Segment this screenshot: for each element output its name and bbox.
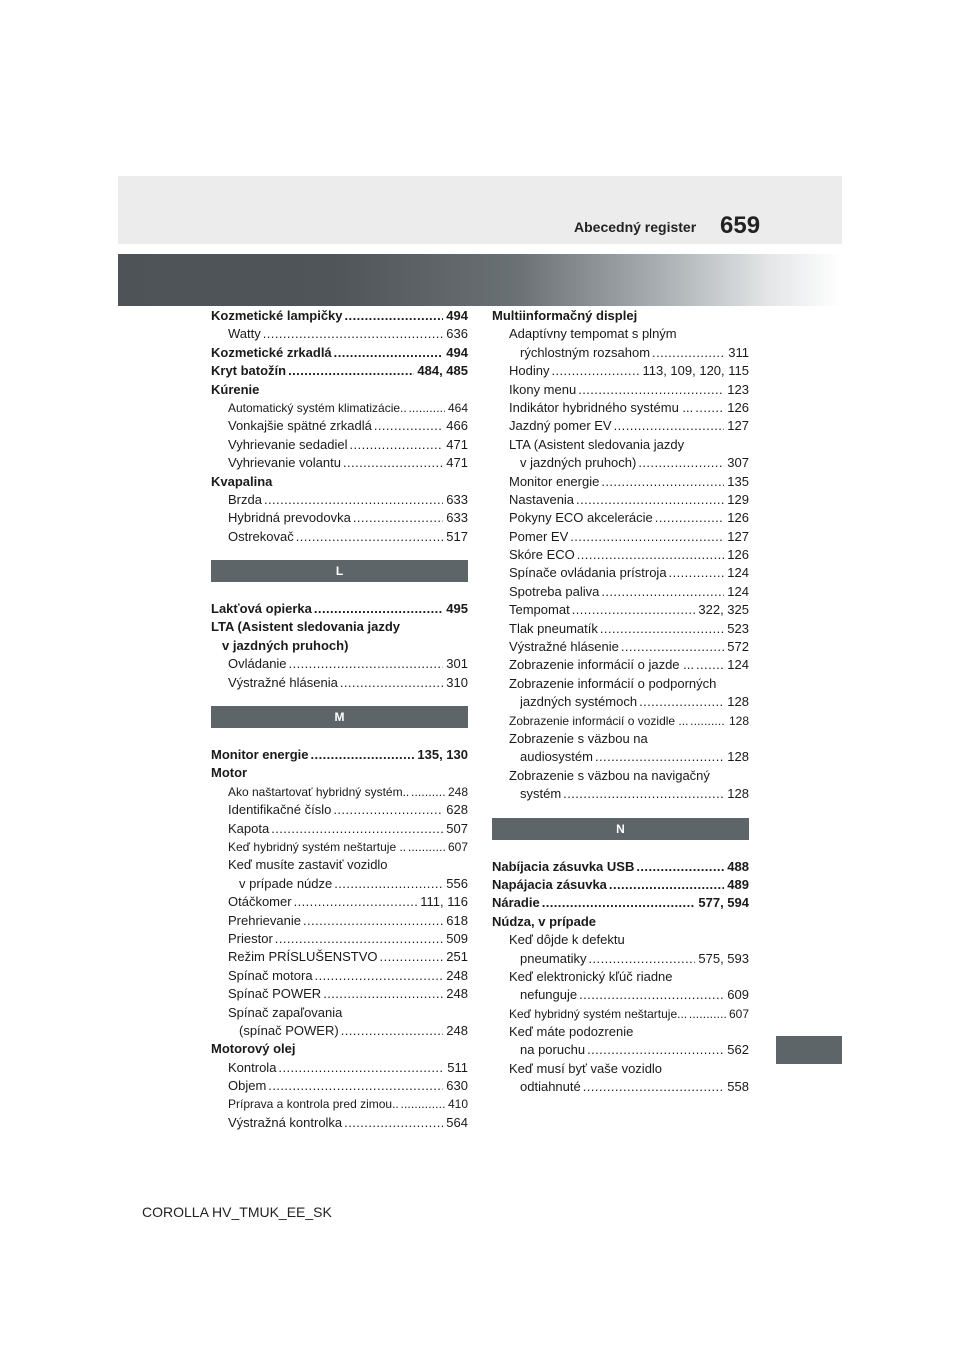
index-entry [211, 307, 468, 325]
index-entry [492, 858, 749, 876]
index-subentry [492, 931, 749, 949]
entry-label: Výstražné hlásenia . . . [228, 674, 468, 692]
index-subentry [492, 693, 749, 711]
entry-page-ref: 607 [445, 838, 468, 856]
entry-label: Spínače ovládania prístroja . . . [509, 564, 749, 582]
entry-page-ref: 126 [724, 509, 749, 527]
index-subentry [211, 856, 468, 874]
index-subentry [211, 1077, 468, 1095]
index-subentry [492, 417, 749, 435]
index-subentry [492, 381, 749, 399]
index-subentry [492, 399, 749, 417]
entry-page-ref: 523 [724, 620, 749, 638]
entry-label: Napájacia zásuvka . . . [492, 876, 749, 894]
entry-label: Kontrola . . . [228, 1059, 468, 1077]
index-subentry [492, 344, 749, 362]
index-subentry [211, 528, 468, 546]
entry-label: Hybridná prevodovka . . . [228, 509, 468, 527]
index-subentry [492, 675, 749, 693]
entry-label: Kúrenie [211, 381, 260, 397]
entry-label: Príprava a kontrola pred zimou.. . . . [228, 1095, 468, 1113]
entry-page-ref: 127 [724, 528, 749, 546]
index-entry [492, 307, 749, 325]
index-subentry [492, 491, 749, 509]
entry-page-ref: 311 [725, 344, 749, 362]
entry-page-ref: 628 [443, 801, 468, 819]
section-header-n: N [492, 818, 749, 840]
entry-page-ref: 135 [724, 473, 749, 491]
entry-label: v prípade núdze . . . [239, 875, 468, 893]
entry-page-ref: 489 [724, 876, 749, 894]
index-column-right [492, 307, 749, 1097]
entry-page-ref: 509 [443, 930, 468, 948]
entry-label: Lakťová opierka . . . [211, 600, 468, 618]
entry-label: Zobrazenie informácií o vozidle ... . . . [509, 712, 749, 730]
entry-label: Automatický systém klimatizácie.. . . . [228, 399, 468, 417]
index-subentry [211, 801, 468, 819]
entry-label: LTA (Asistent sledovania jazdy [211, 619, 401, 635]
entry-page-ref: 607 [726, 1005, 749, 1023]
entry-label: jazdných systémoch . . . [520, 693, 749, 711]
chapter-gradient-bar [118, 254, 842, 306]
index-subentry [211, 674, 468, 692]
entry-label: Identifikačné číslo . . . [228, 801, 468, 819]
index-subentry [211, 912, 468, 930]
index-subentry [211, 1022, 468, 1040]
section-header-l: L [211, 560, 468, 582]
entry-label: Kvapalina [211, 473, 273, 489]
index-entry [211, 637, 468, 655]
index-subentry [492, 325, 749, 343]
index-subentry [492, 362, 749, 380]
entry-label: Spotreba paliva . . . [509, 583, 749, 601]
index-subentry [492, 950, 749, 968]
entry-label: LTA (Asistent sledovania jazdy [509, 436, 685, 452]
entry-label: Motor [211, 765, 248, 781]
entry-label: Monitor energie . . . [211, 746, 468, 764]
entry-page-ref: 466 [443, 417, 468, 435]
entry-page-ref: 128 [726, 712, 749, 730]
index-subentry [492, 730, 749, 748]
entry-page-ref: 307 [724, 454, 749, 472]
entry-label: Vyhrievanie volantu . . . [228, 454, 468, 472]
entry-page-ref: 495 [443, 600, 468, 618]
page-number: 659 [720, 212, 761, 239]
entry-label: Kozmetické lampičky . . . [211, 307, 468, 325]
entry-label: Nabíjacia zásuvka USB . . . [492, 858, 749, 876]
entry-label: Keď musíte zastaviť vozidlo [228, 857, 388, 873]
index-entry [211, 600, 468, 618]
entry-page-ref: 310 [443, 674, 468, 692]
entry-label: Jazdný pomer EV . . . [509, 417, 749, 435]
index-subentry [492, 601, 749, 619]
index-subentry [211, 436, 468, 454]
index-subentry [492, 1078, 749, 1096]
index-subentry [492, 785, 749, 803]
index-entry [211, 1040, 468, 1058]
entry-page-ref: 111, 116 [417, 893, 468, 911]
entry-label: Tempomat . . . [509, 601, 749, 619]
index-subentry [492, 583, 749, 601]
entry-label: Zobrazenie s väzbou na [509, 730, 648, 746]
entry-label: Pokyny ECO akcelerácie . . . [509, 509, 749, 527]
entry-label: nefunguje . . . [520, 986, 749, 1004]
entry-label: v jazdných pruhoch) . . . [520, 454, 749, 472]
entry-label: Výstražné hlásenie . . . [509, 638, 749, 656]
page-header-title: Abecedný register [574, 219, 697, 235]
entry-page-ref: 464 [445, 399, 468, 417]
entry-label: Ako naštartovať hybridný systém.. . . . [228, 783, 468, 801]
entry-page-ref: 123 [724, 381, 749, 399]
entry-label: Výstražná kontrolka . . . [228, 1114, 468, 1132]
entry-page-ref: 494 [443, 307, 468, 325]
entry-page-ref: 575, 593 [695, 950, 749, 968]
entry-page-ref: 572 [724, 638, 749, 656]
index-entry [492, 913, 749, 931]
index-subentry [492, 1005, 749, 1023]
entry-label: Náradie . . . [492, 894, 749, 912]
entry-label: Ostrekovač . . . [228, 528, 468, 546]
index-subentry [211, 985, 468, 1003]
entry-label: Zobrazenie informácií o podporných [509, 675, 717, 691]
entry-label: Vyhrievanie sedadiel . . . [228, 436, 468, 454]
entry-page-ref: 301 [443, 655, 468, 673]
footer-model-code: COROLLA HV_TMUK_EE_SK [142, 1204, 332, 1220]
index-entry [211, 362, 468, 380]
entry-label: Zobrazenie informácií o jazde ... . . . [509, 656, 749, 674]
entry-page-ref: 488 [724, 858, 749, 876]
index-subentry [211, 509, 468, 527]
entry-page-ref: 630 [443, 1077, 468, 1095]
chapter-thumb-tab [776, 1036, 842, 1064]
entry-page-ref: 633 [443, 509, 468, 527]
index-subentry [492, 712, 749, 730]
index-subentry [492, 473, 749, 491]
index-subentry [211, 783, 468, 801]
entry-label: Indikátor hybridného systému ... . . . [509, 399, 749, 417]
entry-label: rýchlostným rozsahom . . . [520, 344, 749, 362]
entry-page-ref: 484, 485 [414, 362, 468, 380]
entry-label: Spínač POWER . . . [228, 985, 468, 1003]
entry-page-ref: 558 [724, 1078, 749, 1096]
index-subentry [211, 491, 468, 509]
entry-label: Pomer EV . . . [509, 528, 749, 546]
entry-page-ref: 410 [445, 1095, 468, 1113]
index-subentry [492, 1041, 749, 1059]
entry-label: (spínač POWER) . . . [239, 1022, 468, 1040]
entry-page-ref: 564 [443, 1114, 468, 1132]
index-subentry [492, 767, 749, 785]
entry-label: Núdza, v prípade [492, 913, 597, 929]
index-subentry [492, 564, 749, 582]
index-subentry [211, 1004, 468, 1022]
entry-label: Skóre ECO . . . [509, 546, 749, 564]
index-subentry [492, 1023, 749, 1041]
index-entry [211, 746, 468, 764]
entry-label: Objem . . . [228, 1077, 468, 1095]
entry-page-ref: 113, 109, 120, 115 [639, 362, 749, 380]
index-entry [211, 473, 468, 491]
entry-page-ref: 494 [443, 344, 468, 362]
entry-page-ref: 128 [724, 748, 749, 766]
entry-label: Keď dôjde k defektu [509, 932, 625, 948]
entry-label: Otáčkomer . . . [228, 893, 468, 911]
entry-label: Adaptívny tempomat s plným [509, 326, 677, 342]
entry-page-ref: 471 [443, 436, 468, 454]
index-subentry [492, 546, 749, 564]
index-subentry [492, 509, 749, 527]
entry-label: na poruchu . . . [520, 1041, 749, 1059]
index-subentry [211, 948, 468, 966]
index-subentry [492, 638, 749, 656]
index-subentry [211, 399, 468, 417]
index-subentry [492, 454, 749, 472]
index-subentry [492, 436, 749, 454]
entry-label: pneumatiky . . . [520, 950, 749, 968]
entry-page-ref: 248 [443, 967, 468, 985]
index-entry [211, 344, 468, 362]
entry-label: systém . . . [520, 785, 749, 803]
entry-label: Keď elektronický kľúč riadne [509, 968, 673, 984]
entry-label: Kryt batožín . . . [211, 362, 468, 380]
entry-label: audiosystém . . . [520, 748, 749, 766]
entry-label: Tlak pneumatík . . . [509, 620, 749, 638]
index-subentry [211, 454, 468, 472]
entry-label: Motorový olej [211, 1041, 296, 1057]
entry-page-ref: 322, 325 [695, 601, 749, 619]
entry-label: Vonkajšie spätné zrkadlá . . . [228, 417, 468, 435]
index-entry [492, 894, 749, 912]
entry-page-ref: 126 [724, 399, 749, 417]
entry-label: Priestor . . . [228, 930, 468, 948]
index-subentry [211, 930, 468, 948]
index-subentry [211, 967, 468, 985]
entry-label: Multiinformačný displej [492, 308, 638, 323]
index-subentry [211, 1095, 468, 1113]
entry-page-ref: 517 [443, 528, 468, 546]
entry-page-ref: 511 [444, 1059, 468, 1077]
index-subentry [211, 820, 468, 838]
entry-page-ref: 618 [443, 912, 468, 930]
entry-label: Keď máte podozrenie [509, 1024, 634, 1040]
entry-page-ref: 124 [724, 656, 749, 674]
entry-label: Ikony menu . . . [509, 381, 749, 399]
entry-label: Kapota . . . [228, 820, 468, 838]
entry-page-ref: 128 [724, 693, 749, 711]
index-subentry [492, 656, 749, 674]
entry-label: Ovládanie . . . [228, 655, 468, 673]
entry-page-ref: 636 [443, 325, 468, 343]
entry-label: Watty . . . [228, 325, 468, 343]
entry-label: Režim PRÍSLUŠENSTVO . . . [228, 948, 468, 966]
entry-page-ref: 471 [443, 454, 468, 472]
entry-page-ref: 507 [443, 820, 468, 838]
index-entry [492, 876, 749, 894]
entry-page-ref: 556 [443, 875, 468, 893]
index-subentry [211, 875, 468, 893]
entry-label: Keď hybridný systém neštartuje... . . . [509, 1005, 749, 1023]
entry-label: Prehrievanie . . . [228, 912, 468, 930]
index-subentry [492, 528, 749, 546]
section-header-m: M [211, 706, 468, 728]
entry-page-ref: 126 [724, 546, 749, 564]
entry-page-ref: 248 [443, 1022, 468, 1040]
entry-label: Nastavenia . . . [509, 491, 749, 509]
entry-page-ref: 251 [443, 948, 468, 966]
entry-page-ref: 124 [724, 564, 749, 582]
index-column-left [211, 307, 468, 1132]
entry-label: Keď musí byť vaše vozidlo [509, 1060, 663, 1076]
index-subentry [492, 986, 749, 1004]
entry-label: Zobrazenie s väzbou na navigačný [509, 767, 710, 783]
index-entry [211, 381, 468, 399]
index-subentry [211, 893, 468, 911]
entry-label: Hodiny . . . [509, 362, 749, 380]
entry-page-ref: 129 [724, 491, 749, 509]
entry-page-ref: 127 [724, 417, 749, 435]
entry-page-ref: 609 [724, 986, 749, 1004]
entry-page-ref: 577, 594 [695, 894, 749, 912]
entry-label: Monitor energie . . . [509, 473, 749, 491]
entry-page-ref: 562 [724, 1041, 749, 1059]
entry-label: Spínač motora . . . [228, 967, 468, 985]
entry-label: Keď hybridný systém neštartuje .. . . . [228, 838, 468, 856]
index-subentry [211, 417, 468, 435]
index-entry [211, 764, 468, 782]
index-subentry [211, 1059, 468, 1077]
index-subentry [211, 1114, 468, 1132]
entry-page-ref: 124 [724, 583, 749, 601]
entry-label: Brzda . . . [228, 491, 468, 509]
entry-page-ref: 633 [443, 491, 468, 509]
entry-page-ref: 248 [443, 985, 468, 1003]
entry-label: Kozmetické zrkadlá . . . [211, 344, 468, 362]
index-entry [211, 618, 468, 636]
index-subentry [211, 655, 468, 673]
index-subentry [492, 1060, 749, 1078]
entry-page-ref: 128 [724, 785, 749, 803]
index-subentry [492, 620, 749, 638]
index-subentry [492, 968, 749, 986]
entry-page-ref: 135, 130 [414, 746, 468, 764]
entry-label: v jazdných pruhoch) [222, 637, 349, 653]
index-subentry [492, 748, 749, 766]
entry-page-ref: 248 [445, 783, 468, 801]
entry-label: odtiahnuté . . . [520, 1078, 749, 1096]
entry-label: Spínač zapaľovania [228, 1004, 343, 1020]
index-subentry [211, 325, 468, 343]
index-subentry [211, 838, 468, 856]
